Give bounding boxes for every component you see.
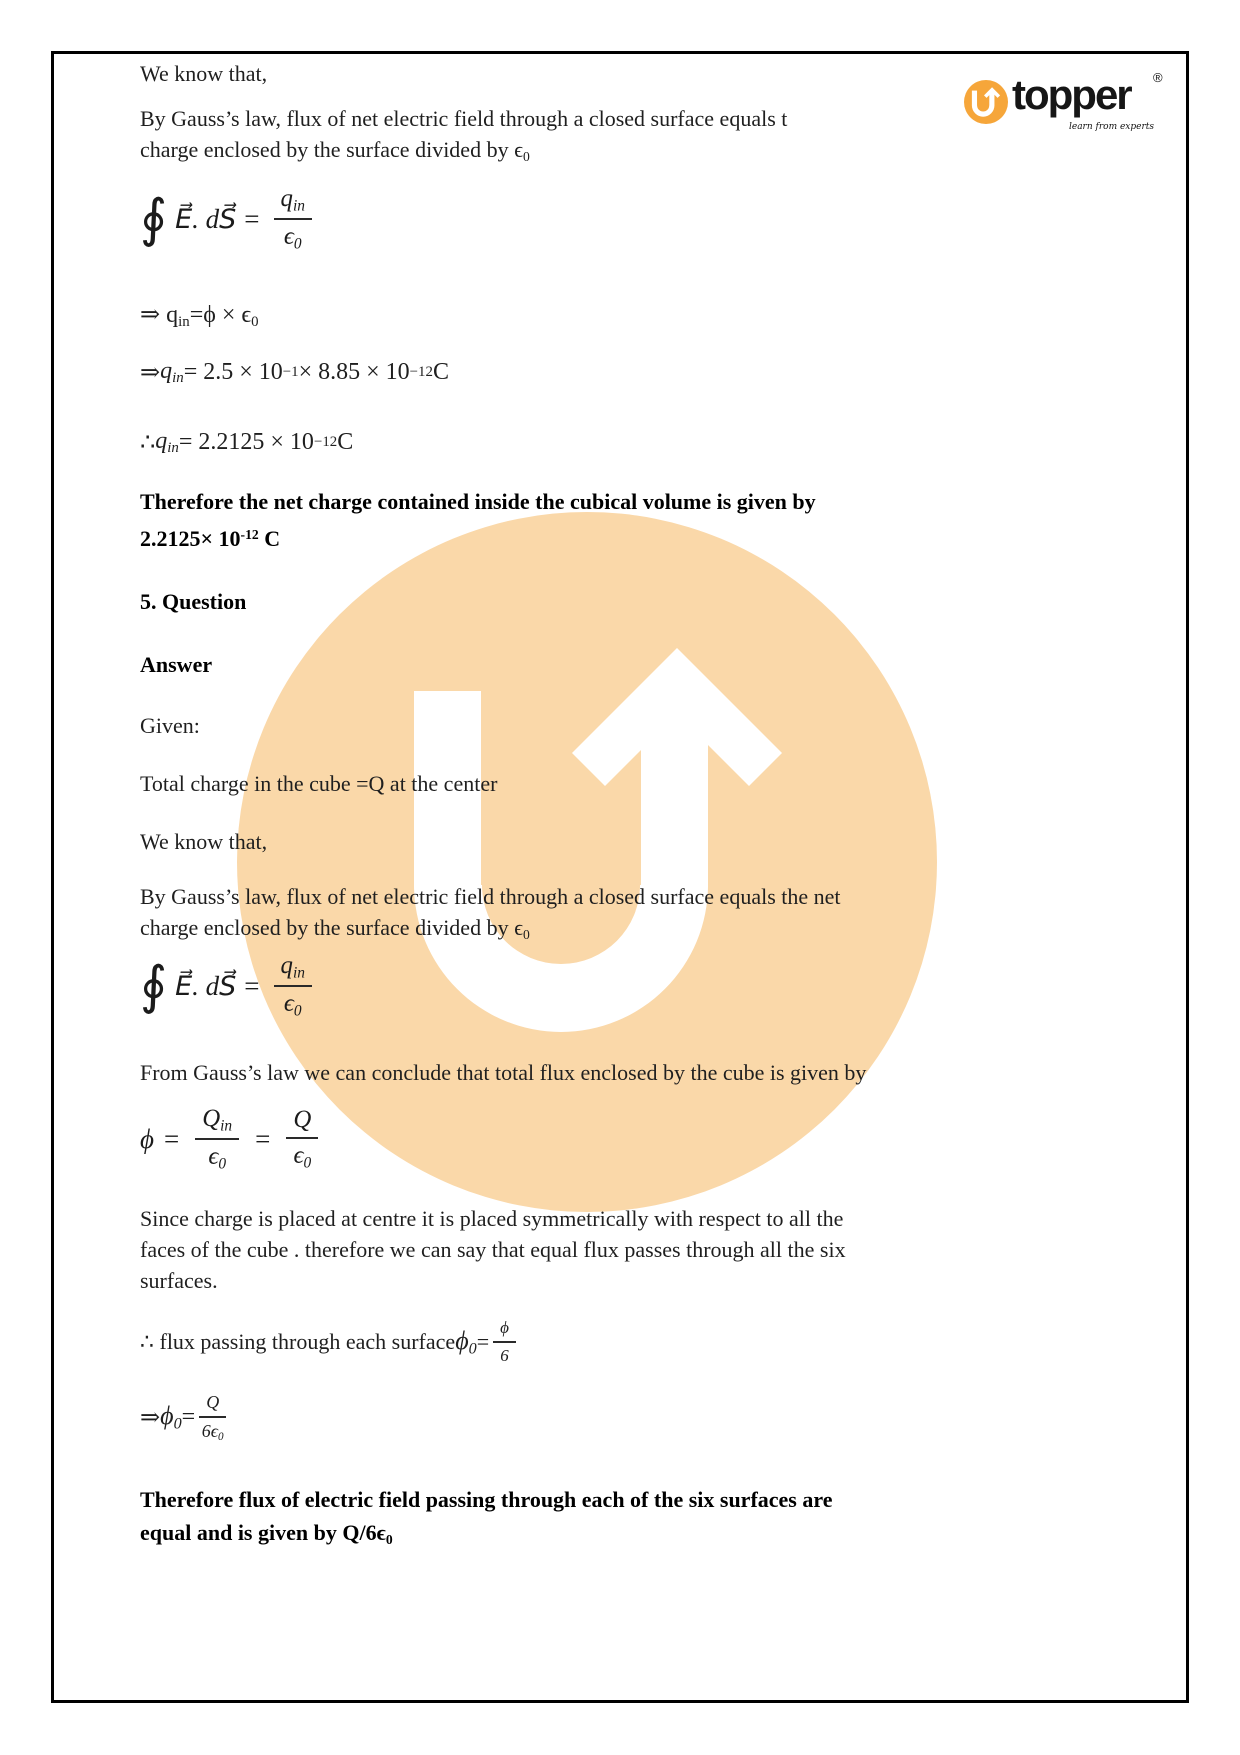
- text-line: surfaces.: [140, 1268, 218, 1293]
- text-line: faces of the cube . therefore we can say that equal flux passes through all the six: [140, 1237, 846, 1262]
- brand-tagline: learn from experts: [1068, 122, 1154, 132]
- equation-line: ⇒ qin = 2.5 × 10 −1 × 8.85 × 10 −12 C: [140, 358, 449, 387]
- text-line: Since charge is placed at centre it is placed symmetrically with respect to all the: [140, 1206, 844, 1231]
- paragraph: We know that,: [140, 61, 268, 86]
- contour-integral-symbol: ∮: [140, 956, 168, 1017]
- conclusion-paragraph: [140, 485, 816, 555]
- gauss-law-formula: ∮ E⃗. dS⃗ = $\frac{\text{qin}}{\epsilon 0}$: [140, 185, 318, 254]
- answer-heading: Answer: [140, 652, 213, 677]
- paragraph: [140, 1203, 846, 1296]
- text-line: charge enclosed by the surface divided by ϵ0: [140, 137, 530, 164]
- text-line: charge enclosed by the surface divided by ϵ0: [140, 915, 530, 942]
- paragraph: We know that,: [140, 829, 268, 854]
- equation-line: ⇒ ϕ0 = $\frac{Q}{6\epsilon 0}$: [140, 1392, 230, 1443]
- brand-wordmark: topper: [1012, 71, 1131, 118]
- text-line: By Gauss’s law, flux of net electric field through a closed surface equals t: [140, 106, 788, 131]
- gauss-law-formula: ∮ E⃗. dS⃗ = $\frac{\text{qin}}{\epsilon 0}$: [140, 952, 318, 1021]
- fraction: $\frac{Q}{6\epsilon 0}$: [199, 1392, 226, 1443]
- formula-lhs: E⃗. dS⃗: [175, 203, 237, 234]
- question-heading: 5. Question: [140, 589, 247, 614]
- text-line: Therefore flux of electric field passing through each of the six surfaces are: [140, 1487, 833, 1512]
- fraction: $\frac{\text{qin}}{\epsilon 0}$: [274, 185, 312, 254]
- equation-line: ⇒ qin=ϕ × ϵ0: [140, 302, 259, 331]
- paragraph: [140, 103, 787, 172]
- paragraph: [140, 881, 841, 950]
- text-line: Therefore the net charge contained inside the cubical volume is given by: [140, 489, 816, 514]
- fraction: $\frac{\text{qin}}{\epsilon 0}$: [274, 952, 312, 1021]
- formula-lhs: E⃗. dS⃗: [175, 970, 237, 1001]
- text-line: $2.2125\times 10^{-12}$ C: [140, 525, 281, 551]
- equation-line: ∴ flux passing through each surface ϕ0 = $\frac{\phi}{6}$: [140, 1318, 520, 1366]
- fraction: $\frac{Q}{\epsilon 0}$: [286, 1106, 318, 1172]
- paragraph: Total charge in the cube =Q at the center: [140, 771, 498, 796]
- fraction: $\frac{\text{Qin}}{\epsilon 0}$: [195, 1105, 239, 1174]
- text-line: equal and is given by Q/6ϵ0: [140, 1520, 393, 1547]
- utopper-logo: [948, 56, 1190, 152]
- conclusion-paragraph: [140, 1483, 833, 1556]
- equation-line: ∴ qin = 2.2125 × 10 −12 C: [140, 428, 354, 457]
- registered-trademark-symbol: ®: [1153, 70, 1163, 85]
- flux-formula: ϕ = $\frac{\text{Qin}}{\epsilon 0}$ = $\frac{Q}{\epsilon 0}$: [140, 1105, 324, 1174]
- text-line: By Gauss’s law, flux of net electric field through a closed surface equals the net: [140, 884, 841, 909]
- contour-integral-symbol: ∮: [140, 189, 168, 250]
- paragraph: From Gauss’s law we can conclude that total flux enclosed by the cube is given by: [140, 1060, 867, 1085]
- given-label: Given:: [140, 713, 200, 738]
- utopper-brand-icon: [964, 80, 1008, 124]
- fraction: $\frac{\phi}{6}$: [493, 1318, 516, 1366]
